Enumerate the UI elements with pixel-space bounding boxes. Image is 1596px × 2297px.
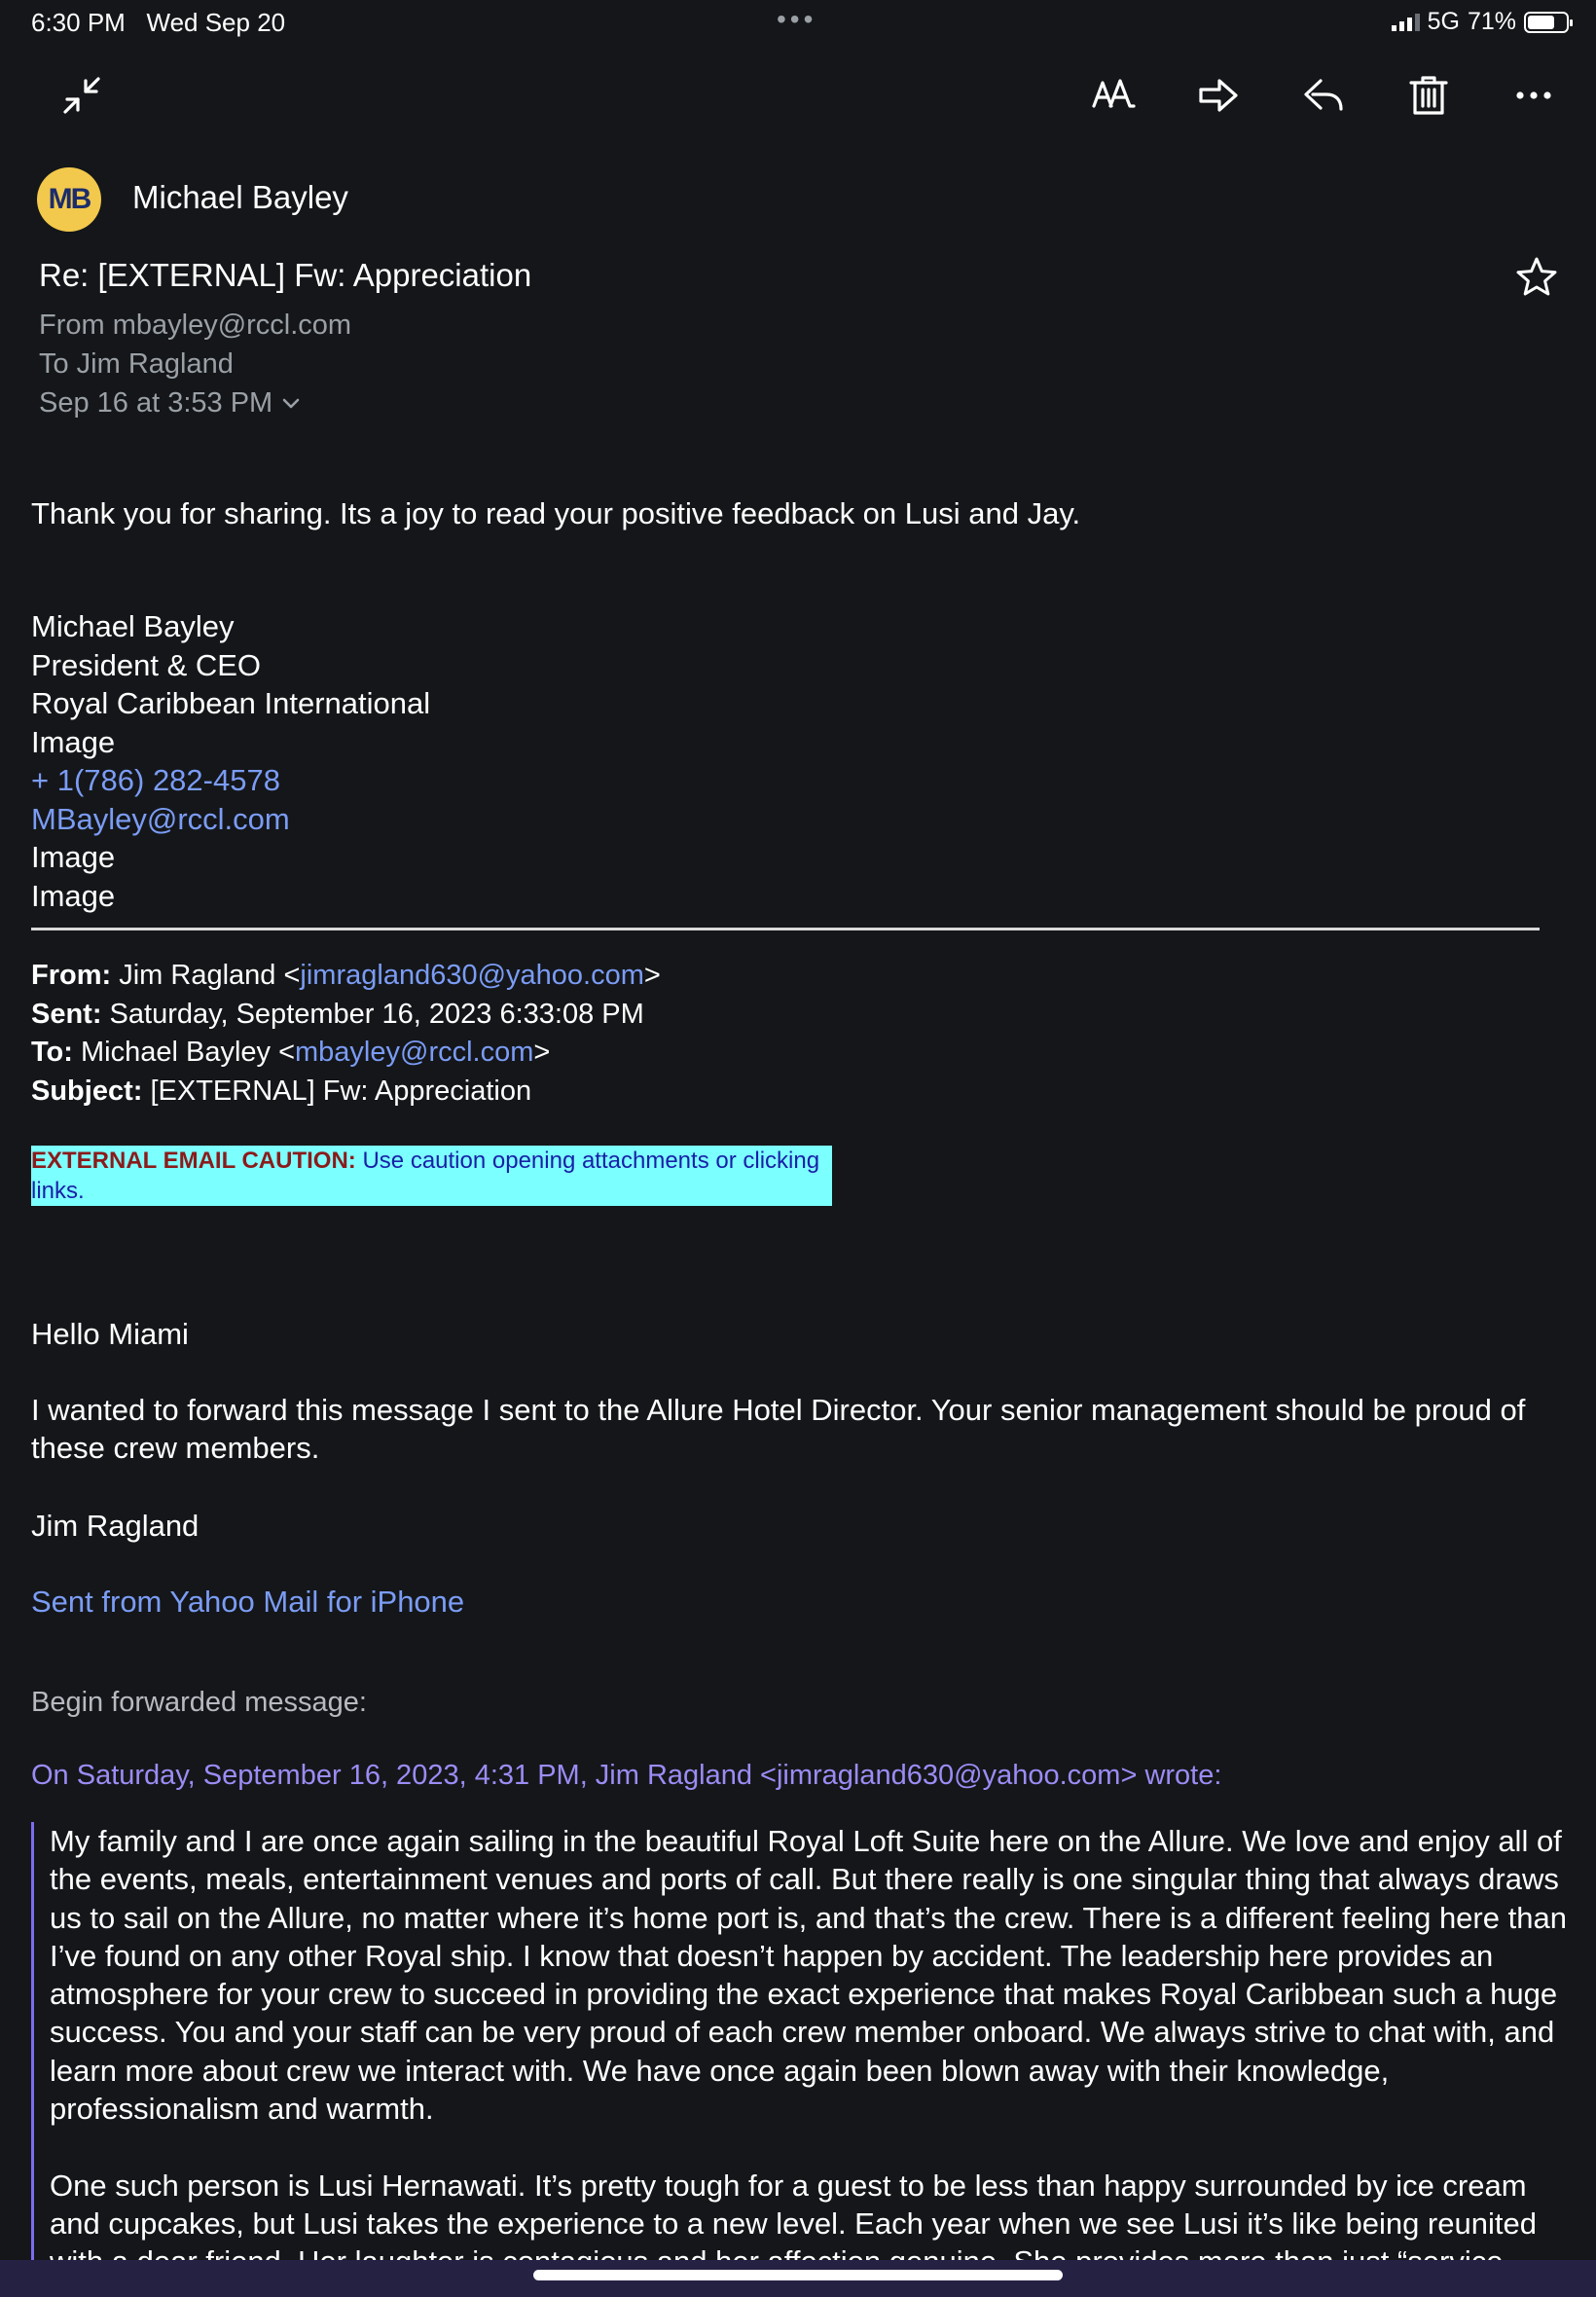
more-icon[interactable] [1506,68,1561,123]
sent-from-yahoo-link[interactable]: Sent from Yahoo Mail for iPhone [31,1585,465,1619]
original-sent-row [31,996,661,1035]
forward-paragraph: I wanted to forward this message I sent to the Allure Hotel Director. Your senior management should be proud of these crew members. [31,1393,1526,1465]
avatar[interactable] [37,167,101,232]
from-name: Jim Ragland < [111,960,301,991]
original-to-row [31,1034,661,1073]
forward-icon[interactable] [1191,68,1246,123]
cellular-signal-icon [1392,14,1420,31]
signature-title: President & CEO [31,647,262,682]
signature-phone-link[interactable]: + 1(786) 282-4578 [31,763,280,797]
to-end: > [533,1037,551,1068]
from-email-link[interactable]: jimragland630@yahoo.com [300,960,644,991]
status-time: 6:30 PM [31,8,126,37]
sign-off: Jim Ragland [31,1509,200,1543]
avatar-initials: MB [48,183,91,215]
signature-image-placeholder: Image [31,878,116,913]
quote-paragraph: My family and I are once again sailing in the beautiful Royal Loft Suite here on the Allure. We love and enjoy all of the events, meals, entertainment venues and ports of call. But there really is one singular thing that always draws us to sail on the Allure, no matter where it’s home port is, and that’s the crew. There is a different feeling here than I’ve found on any other Royal ship. I know that doesn’t happen by accident. The leadership here provides an atmosphere for your crew to succeed in providing the exact experience that makes Royal Caribbean such a huge success. You and your staff can be very proud of each crew member onboard. We always strive to chat with, and learn more about crew we interact with. We have once again been blown away with their knowledge, professionalism and warmth. [50,1824,1567,2127]
status-right [1392,8,1569,36]
message-subject: Re: [EXTERNAL] Fw: Appreciation [39,257,532,293]
divider [31,928,1540,930]
subject-label: Subject: [31,1075,143,1107]
battery-percent: 71% [1467,8,1516,35]
signature-company: Royal Caribbean International [31,686,431,720]
quote-paragraph: One such person is Lusi Hernawati. It’s pretty tough for a guest to be less than happy surrounded by ice cream and cupcakes, but Lusi takes the experience to a new level. Each year when we see Lusi it’s like being reunited [50,2168,1537,2241]
signature-image-placeholder: Image [31,840,116,874]
collapse-icon[interactable] [54,68,109,123]
to-recipient[interactable]: To Jim Ragland [39,348,234,380]
original-subject-row [31,1073,661,1112]
original-from-row [31,957,661,996]
caution-label: EXTERNAL EMAIL CAUTION: [31,1148,356,1174]
signature [31,607,430,915]
to-email-link[interactable]: mbayley@rccl.com [295,1037,534,1068]
wrote-line: On Saturday, September 16, 2023, 4:31 PM, Jim Ragland <jimragland630@yahoo.com> wrote: [31,1760,1222,1791]
reply-text: Thank you for sharing. Its a joy to read your positive feedback on Lusi and Jay. [31,496,1081,530]
message-date-text: Sep 16 at 3:53 PM [39,387,273,419]
battery-fill [1528,16,1554,29]
status-bar [0,0,1596,47]
signature-image-placeholder: Image [31,724,116,759]
caution-text: Use caution opening attachments or clicking links. [31,1148,820,1204]
original-header [31,957,661,1111]
multitasking-dots-icon[interactable]: ••• [777,4,817,34]
home-indicator[interactable] [533,2270,1063,2280]
signature-name: Michael Bayley [31,609,235,643]
message-date[interactable] [39,387,302,419]
reply-icon[interactable] [1296,68,1351,123]
external-email-caution-banner [31,1146,832,1206]
battery-icon [1524,12,1569,33]
status-time-date [31,8,285,38]
signature-email-link[interactable]: MBayley@rccl.com [31,801,290,836]
from-label: From: [31,960,112,991]
sent-label: Sent: [31,998,102,1030]
sent-value: Saturday, September 16, 2023 6:33:08 PM [101,998,644,1030]
status-date: Wed Sep 20 [146,8,286,37]
star-icon[interactable] [1514,255,1559,300]
greeting: Hello Miami [31,1317,189,1351]
network-label: 5G [1427,8,1460,35]
to-label: To: [31,1037,73,1068]
text-size-icon[interactable] [1086,68,1141,123]
subject-value: [EXTERNAL] Fw: Appreciation [142,1075,532,1107]
to-name: Michael Bayley < [72,1037,296,1068]
chevron-down-icon [280,393,302,415]
from-end: > [643,960,661,991]
begin-forwarded-label: Begin forwarded message: [31,1687,367,1718]
from-address[interactable]: From mbayley@rccl.com [39,310,352,341]
sender-name[interactable]: Michael Bayley [132,179,348,215]
trash-icon[interactable] [1401,68,1456,123]
quoted-message [31,1822,1572,2279]
